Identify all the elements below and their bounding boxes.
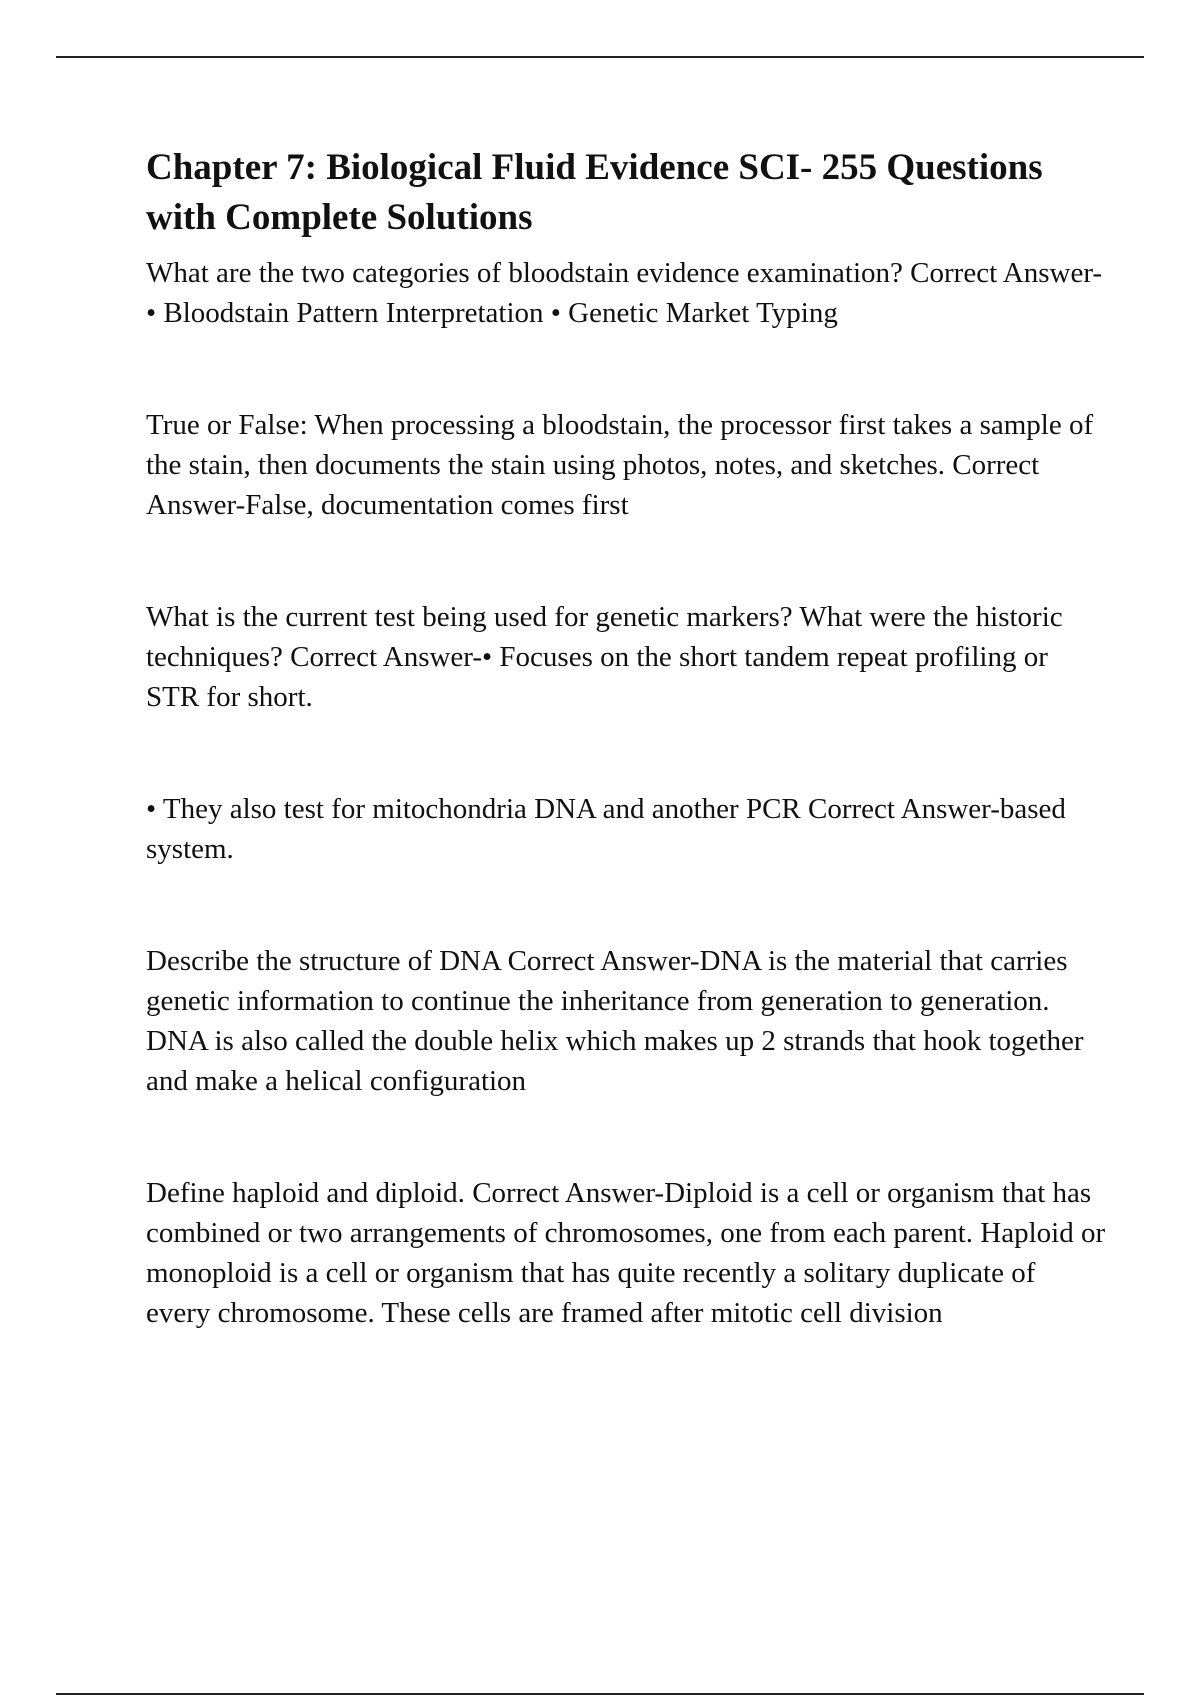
qa-item xyxy=(146,941,1106,1101)
answer-text: Correct Answer-• Focuses on the short tandem repeat profiling or STR for short. xyxy=(146,641,1048,713)
answer-text: Correct Answer-False, documentation comes first xyxy=(146,449,1040,521)
qa-item xyxy=(146,405,1106,525)
answer-text: Correct Answer-Diploid is a cell or organism that has combined or two arrangements of chromosomes, one from each parent. Haploid or monoploid is a cell or organism that has quite recently a solitary duplicate of every chromosome. These cells are framed after mitotic cell division xyxy=(146,1177,1106,1329)
answer-text: Correct Answer-• Bloodstain Pattern Interpretation • Genetic Market Typing xyxy=(146,257,1103,329)
qa-item xyxy=(146,253,1106,333)
document-body xyxy=(146,143,1106,1333)
question-text: True or False: When processing a bloodstain, the processor first takes a sample of the stain, then documents the stain using photos, notes, and sketches. xyxy=(146,409,1094,481)
question-text: • They also test for mitochondria DNA and another PCR xyxy=(146,793,801,825)
question-text: What are the two categories of bloodstain evidence examination? xyxy=(146,257,903,289)
answer-text: Correct Answer-DNA is the material that carries genetic information to continue the inheritance from generation to generation. DNA is also called the double helix which makes up 2 strands that hook together and make a helical configuration xyxy=(146,945,1084,1097)
question-text: Define haploid and diploid. xyxy=(146,1177,465,1209)
qa-item xyxy=(146,1173,1106,1333)
top-rule xyxy=(56,56,1144,58)
question-text: Describe the structure of DNA xyxy=(146,945,501,977)
bottom-rule xyxy=(56,1693,1144,1695)
qa-item xyxy=(146,789,1106,869)
qa-item xyxy=(146,597,1106,717)
answer-text: Correct Answer-based system. xyxy=(146,793,1066,865)
question-text: What is the current test being used for genetic markers? What were the historic techniques? xyxy=(146,601,1063,673)
document-title: Chapter 7: Biological Fluid Evidence SCI- 255 Questions with Complete Solutions xyxy=(146,147,1043,238)
